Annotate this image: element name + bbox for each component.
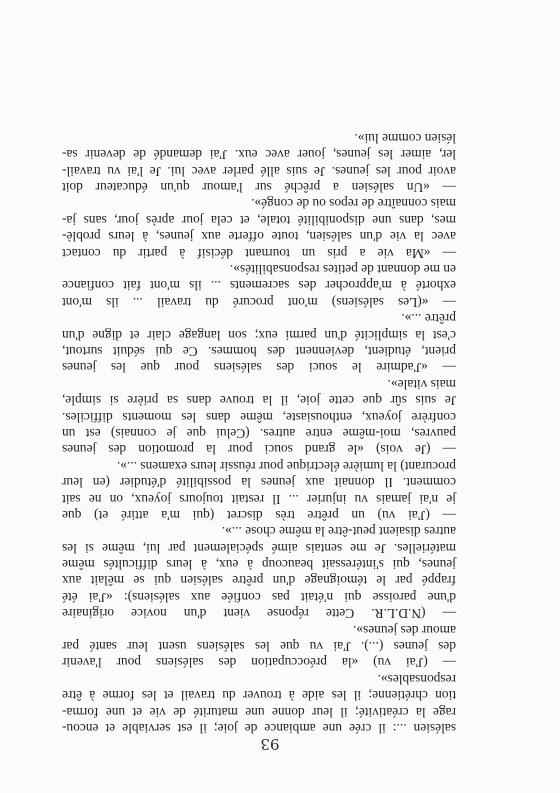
text-line: pauvres, moi-même entre autres. (Celui que je connais) est un (62, 425, 456, 441)
text-line: — (Je vois) «le grand souci pour la promotion des jeunes (62, 442, 456, 458)
text-line: autres disaient peut-être la même chose ...». (221, 524, 456, 540)
text-line: d'une paroisse qui n'était pas confiée aux salésiens): «J'ai été (62, 589, 456, 605)
text-line: comment. Il donnait aux jeunes la possibilité d'étudier (en leur (62, 475, 456, 491)
text-line: responsables». (377, 671, 456, 687)
text-line: avec la vie d'un salésien, toute offerte aux jeunes, à leurs problè- (62, 229, 456, 245)
text-line: frappé par le témoignage d'un prêtre salésien qui se mêlait aux (62, 573, 456, 589)
text-line: des jeunes (...). J'ai vu que les salésiens usent leur santé par (62, 639, 456, 655)
text-line: — (J'ai vu) un prêtre très discret (qui m'a attiré et) que (62, 507, 456, 523)
text-line: — «Ma vie a pris un tournant décisif à partir du contact (62, 245, 456, 261)
text-line: c'est la simplicité d'un parmi eux; son langage clair et digne d'un (62, 327, 456, 343)
text-line: — (N.D.L.R. Cette réponse vient d'un novice originaire (62, 606, 456, 622)
text-line: Je suis sûr que cette joie, il la trouve dans sa prière si simple, (62, 393, 456, 409)
text-line: — «J'admire le souci des salésiens pour que les jeunes (62, 360, 456, 376)
text-line: amour des jeunes». (352, 622, 456, 638)
text-line: procurant) la lumière électrique pour réussir leurs examens ...». (116, 458, 456, 474)
text-line: — «(Les salésiens) m'ont procuré du travail ... ils m'ont (62, 294, 456, 310)
text-line: — «Un salésien a prêché sur l'amour qu'un éducateur doit (62, 180, 456, 196)
text-line: avoir pour les jeunes. Je suis allé parler avec lui. Je l'ai vu travail- (62, 163, 456, 179)
text-line: confrère joyeux, enthousiaste, même dans les moments difficiles. (62, 409, 456, 425)
text-line: mais connaître de repos ou de congé». (251, 196, 456, 212)
text-line: tion chrétienne; il les aide à trouver du travail et les forme à être (62, 688, 456, 704)
text-line: jeunes, qui s'intéressait beaucoup à eux, à leurs difficultés même (62, 557, 456, 573)
text-line: matérielles. Je me sentais aimé spécialement par lui, même si les (62, 540, 456, 556)
text-line: lésien comme lui». (354, 130, 456, 146)
text-line: mais vitale». (387, 376, 456, 392)
text-line: prêtre ...». (401, 311, 456, 327)
page-number: 93 (260, 735, 280, 753)
body-text (62, 130, 456, 736)
text-line: rage la créativité; il leur donne une maturité de vie et une forma- (62, 704, 456, 720)
text-line: je n'ai jamais vu injurier ... Il restait toujours joyeux, on ne sait (62, 491, 456, 507)
text-line: exhorté à m'approcher des sacrements ... ils m'ont fait confiance (62, 278, 456, 294)
text-line: prient, étudient, deviennent des hommes. Ce qui séduit surtout, (62, 344, 456, 360)
text-line: salésien ...: il crée une ambiance de joie; il est serviable et encou- (62, 721, 456, 736)
text-line: en me donnant de petites responsabilités». (229, 262, 456, 278)
text-line: — (J'ai vu) «la préoccupation des salésiens pour l'avenir (62, 655, 456, 671)
text-line: mes, dans une disponibilité totale, et cela jour après jour, sans ja- (62, 212, 456, 228)
text-line: ler, aimer les jeunes, jouer avec eux. J'ai demandé de devenir sa- (62, 147, 456, 163)
